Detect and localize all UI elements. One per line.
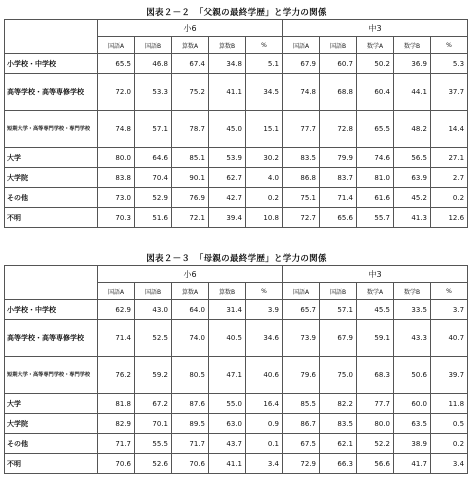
value-cell: 70.1 [135,414,172,434]
value-cell: 81.0 [357,168,394,188]
group-header-sho6: 小6 [98,20,283,37]
value-cell: 71.7 [172,434,209,454]
value-cell: 0.1 [246,434,283,454]
value-cell: 83.7 [320,168,357,188]
value-cell: 59.1 [357,320,394,357]
table-1-title: 図表２－２ 「父親の最終学歴」と学力の関係 [146,8,327,18]
row-label: 不明 [5,454,98,474]
group-header-row [5,266,468,283]
value-cell: 52.2 [357,434,394,454]
value-cell: 72.0 [98,74,135,111]
column-header: 国語B [135,283,172,300]
value-cell: 0.9 [246,414,283,434]
value-cell: 76.2 [98,357,135,394]
value-cell: 55.5 [135,434,172,454]
column-header: 国語A [98,37,135,54]
value-cell: 73.9 [283,320,320,357]
value-cell: 72.7 [283,208,320,228]
value-cell: 41.7 [394,454,431,474]
value-cell: 10.8 [246,208,283,228]
table-row [5,454,468,474]
value-cell: 31.4 [209,300,246,320]
row-label: 高等学校・高等専修学校 [5,74,98,111]
value-cell: 0.2 [431,188,468,208]
table-row [5,394,468,414]
value-cell: 82.2 [320,394,357,414]
value-cell: 41.3 [394,208,431,228]
table-row [5,74,468,111]
value-cell: 81.8 [98,394,135,414]
row-label: 大学院 [5,168,98,188]
column-header: 数学B [394,37,431,54]
value-cell: 48.2 [394,111,431,148]
value-cell: 74.8 [283,74,320,111]
value-cell: 80.0 [357,414,394,434]
table-row [5,414,468,434]
value-cell: 63.9 [394,168,431,188]
value-cell: 45.5 [357,300,394,320]
value-cell: 80.5 [172,357,209,394]
value-cell: 71.7 [98,434,135,454]
column-header: 国語B [135,37,172,54]
column-header: % [246,283,283,300]
value-cell: 73.0 [98,188,135,208]
row-label: その他 [5,434,98,454]
value-cell: 85.5 [283,394,320,414]
corner-cell [5,20,98,54]
value-cell: 47.1 [209,357,246,394]
value-cell: 53.3 [135,74,172,111]
value-cell: 62.7 [209,168,246,188]
value-cell: 41.1 [209,74,246,111]
value-cell: 14.4 [431,111,468,148]
value-cell: 89.5 [172,414,209,434]
value-cell: 67.2 [135,394,172,414]
table-row [5,54,468,74]
table-row [5,148,468,168]
value-cell: 43.3 [394,320,431,357]
row-label: 大学 [5,148,98,168]
value-cell: 85.1 [172,148,209,168]
value-cell: 87.6 [172,394,209,414]
value-cell: 79.9 [320,148,357,168]
value-cell: 65.7 [283,300,320,320]
value-cell: 43.7 [209,434,246,454]
value-cell: 50.6 [394,357,431,394]
value-cell: 64.6 [135,148,172,168]
value-cell: 75.2 [172,74,209,111]
value-cell: 3.4 [246,454,283,474]
table-row [5,168,468,188]
value-cell: 67.5 [283,434,320,454]
value-cell: 53.9 [209,148,246,168]
column-header: 数学A [357,37,394,54]
value-cell: 55.7 [357,208,394,228]
column-header: 算数B [209,37,246,54]
value-cell: 86.8 [283,168,320,188]
value-cell: 67.9 [320,320,357,357]
value-cell: 34.6 [246,320,283,357]
value-cell: 27.1 [431,148,468,168]
column-header: 数学A [357,283,394,300]
value-cell: 40.7 [431,320,468,357]
value-cell: 65.5 [357,111,394,148]
value-cell: 60.7 [320,54,357,74]
value-cell: 74.6 [357,148,394,168]
value-cell: 5.3 [431,54,468,74]
value-cell: 44.1 [394,74,431,111]
value-cell: 75.1 [283,188,320,208]
row-label: 小学校・中学校 [5,300,98,320]
column-header: 算数A [172,37,209,54]
value-cell: 68.8 [320,74,357,111]
row-label: 不明 [5,208,98,228]
value-cell: 83.8 [98,168,135,188]
value-cell: 60.4 [357,74,394,111]
value-cell: 78.7 [172,111,209,148]
value-cell: 0.5 [431,414,468,434]
value-cell: 51.6 [135,208,172,228]
value-cell: 62.9 [98,300,135,320]
value-cell: 55.0 [209,394,246,414]
value-cell: 83.5 [283,148,320,168]
value-cell: 4.0 [246,168,283,188]
value-cell: 71.4 [320,188,357,208]
value-cell: 56.5 [394,148,431,168]
value-cell: 46.8 [135,54,172,74]
table-row [5,320,468,357]
value-cell: 71.4 [98,320,135,357]
value-cell: 62.1 [320,434,357,454]
value-cell: 61.6 [357,188,394,208]
corner-cell [5,266,98,300]
value-cell: 52.9 [135,188,172,208]
group-header-row [5,20,468,37]
value-cell: 75.0 [320,357,357,394]
value-cell: 40.5 [209,320,246,357]
value-cell: 5.1 [246,54,283,74]
row-label: 短期大学・高等専門学校・専門学校 [5,357,98,394]
column-header: 国語B [320,37,357,54]
value-cell: 57.1 [135,111,172,148]
value-cell: 67.4 [172,54,209,74]
value-cell: 77.7 [357,394,394,414]
column-header: 算数A [172,283,209,300]
value-cell: 36.9 [394,54,431,74]
value-cell: 82.9 [98,414,135,434]
value-cell: 40.6 [246,357,283,394]
value-cell: 45.2 [394,188,431,208]
value-cell: 15.1 [246,111,283,148]
value-cell: 57.1 [320,300,357,320]
value-cell: 74.0 [172,320,209,357]
value-cell: 12.6 [431,208,468,228]
value-cell: 45.0 [209,111,246,148]
value-cell: 34.8 [209,54,246,74]
value-cell: 0.2 [431,434,468,454]
value-cell: 11.8 [431,394,468,414]
table-row [5,111,468,148]
row-label: 高等学校・高等専修学校 [5,320,98,357]
value-cell: 3.7 [431,300,468,320]
table-row [5,188,468,208]
column-header: % [431,283,468,300]
value-cell: 42.7 [209,188,246,208]
value-cell: 63.0 [209,414,246,434]
group-header-chu3: 中3 [283,266,468,283]
column-header: 算数B [209,283,246,300]
value-cell: 3.9 [246,300,283,320]
table-row [5,208,468,228]
group-header-sho6: 小6 [98,266,283,283]
value-cell: 3.4 [431,454,468,474]
table-row [5,300,468,320]
column-header: 数学B [394,283,431,300]
column-header: 国語A [283,37,320,54]
value-cell: 38.9 [394,434,431,454]
row-label: 大学 [5,394,98,414]
value-cell: 74.8 [98,111,135,148]
value-cell: 68.3 [357,357,394,394]
value-cell: 70.3 [98,208,135,228]
value-cell: 90.1 [172,168,209,188]
column-header: 国語A [283,283,320,300]
value-cell: 39.7 [431,357,468,394]
value-cell: 79.6 [283,357,320,394]
value-cell: 52.6 [135,454,172,474]
column-header: % [246,37,283,54]
value-cell: 70.4 [135,168,172,188]
value-cell: 70.6 [172,454,209,474]
value-cell: 77.7 [283,111,320,148]
value-cell: 86.7 [283,414,320,434]
value-cell: 30.2 [246,148,283,168]
value-cell: 80.0 [98,148,135,168]
row-label: 小学校・中学校 [5,54,98,74]
value-cell: 72.1 [172,208,209,228]
value-cell: 43.0 [135,300,172,320]
value-cell: 65.6 [320,208,357,228]
value-cell: 63.5 [394,414,431,434]
value-cell: 50.2 [357,54,394,74]
value-cell: 52.5 [135,320,172,357]
value-cell: 67.9 [283,54,320,74]
value-cell: 56.6 [357,454,394,474]
value-cell: 83.5 [320,414,357,434]
value-cell: 59.2 [135,357,172,394]
father-education-table [4,19,468,228]
value-cell: 64.0 [172,300,209,320]
row-label: 大学院 [5,414,98,434]
value-cell: 72.8 [320,111,357,148]
value-cell: 39.4 [209,208,246,228]
row-label: その他 [5,188,98,208]
table-row [5,434,468,454]
value-cell: 65.5 [98,54,135,74]
value-cell: 2.7 [431,168,468,188]
value-cell: 60.0 [394,394,431,414]
column-header: 国語B [320,283,357,300]
value-cell: 66.3 [320,454,357,474]
table-2-title: 図表２－３ 「母親の最終学歴」と学力の関係 [146,254,327,264]
table-row [5,357,468,394]
mother-education-table [4,265,468,474]
value-cell: 41.1 [209,454,246,474]
value-cell: 72.9 [283,454,320,474]
value-cell: 16.4 [246,394,283,414]
value-cell: 76.9 [172,188,209,208]
row-label: 短期大学・高等専門学校・専門学校 [5,111,98,148]
value-cell: 37.7 [431,74,468,111]
value-cell: 33.5 [394,300,431,320]
column-header: % [431,37,468,54]
value-cell: 34.5 [246,74,283,111]
value-cell: 0.2 [246,188,283,208]
group-header-chu3: 中3 [283,20,468,37]
column-header: 国語A [98,283,135,300]
value-cell: 70.6 [98,454,135,474]
